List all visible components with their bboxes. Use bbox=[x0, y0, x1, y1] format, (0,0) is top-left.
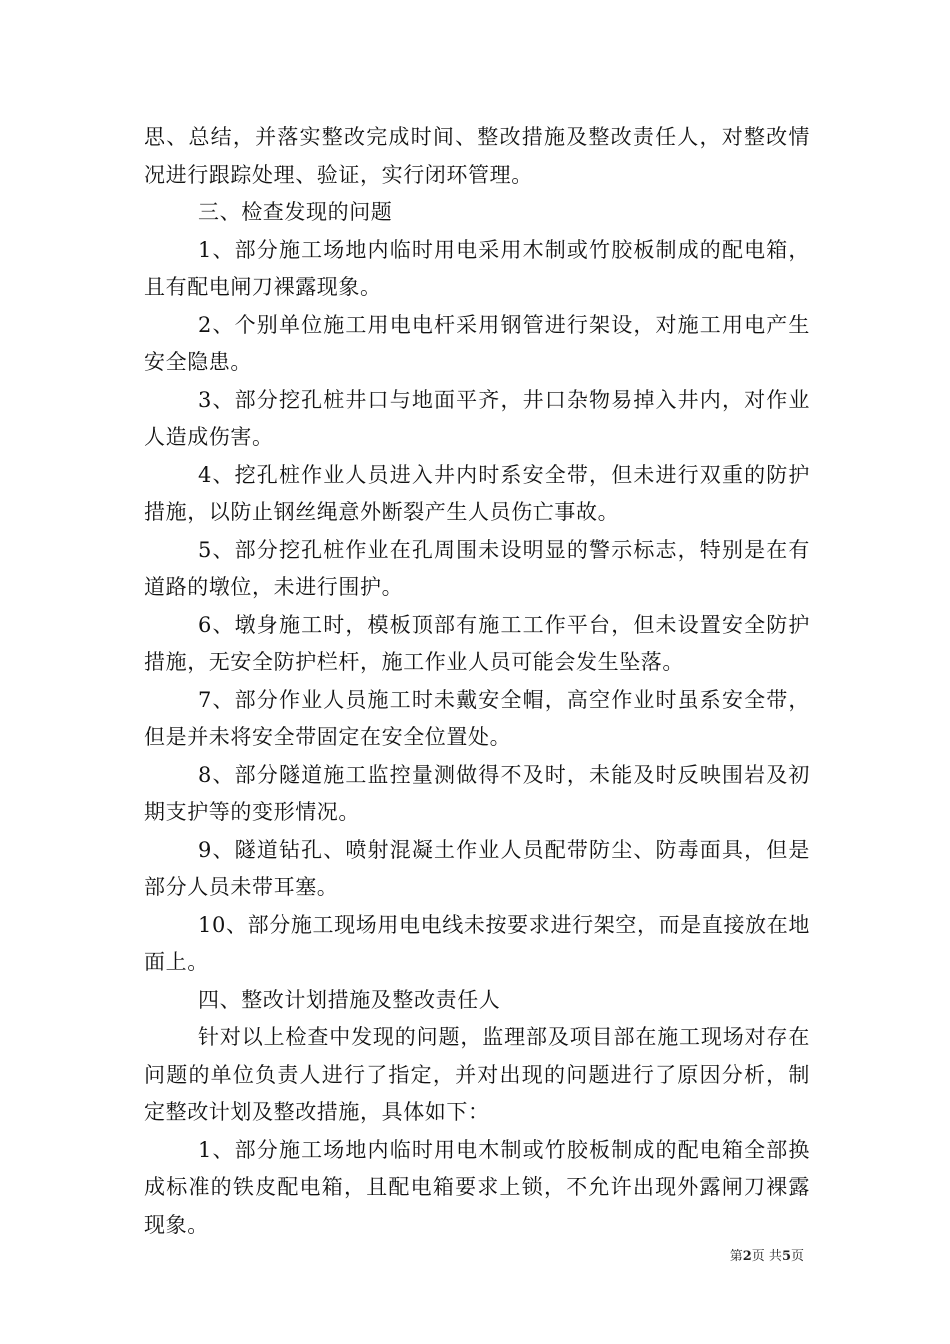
paragraph: 思、总结，并落实整改完成时间、整改措施及整改责任人，对整改情况进行跟踪处理、验证，实行闭环管理。 bbox=[144, 125, 810, 187]
paragraph: 三、检查发现的问题 bbox=[198, 200, 393, 224]
paragraph: 1、部分施工场地内临时用电木制或竹胶板制成的配电箱全部换成标准的铁皮配电箱，且配电箱要求上锁，不允许出现外露闸刀裸露现象。 bbox=[144, 1137, 810, 1237]
paragraph: 四、整改计划措施及整改责任人 bbox=[198, 987, 501, 1012]
paragraph: 6、墩身施工时，模板顶部有施工工作平台，但未设置安全防护措施，无安全防护栏杆，施工作业人员可能会发生坠落。 bbox=[144, 612, 810, 674]
paragraph: 5、部分挖孔桩作业在孔周围未设明显的警示标志，特别是在有道路的墩位，未进行围护。 bbox=[144, 537, 810, 599]
footer-suffix: 页 bbox=[790, 1249, 804, 1264]
paragraph: 1、部分施工场地内临时用电采用木制或竹胶板制成的配电箱，且有配电闸刀裸露现象。 bbox=[144, 237, 810, 299]
current-page-number: 2 bbox=[742, 1249, 752, 1264]
page-footer bbox=[730, 1248, 804, 1266]
paragraph: 针对以上检查中发现的问题，监理部及项目部在施工现场对存在问题的单位负责人进行了指定，并对出现的问题进行了原因分析，制定整改计划及整改措施，具体如下： bbox=[144, 1025, 810, 1124]
paragraph: 4、挖孔桩作业人员进入井内时系安全带，但未进行双重的防护措施，以防止钢丝绳意外断裂产生人员伤亡事故。 bbox=[144, 462, 810, 524]
paragraph: 2、个别单位施工用电电杆采用钢管进行架设，对施工用电产生安全隐患。 bbox=[144, 312, 810, 374]
paragraph: 7、部分作业人员施工时未戴安全帽，高空作业时虽系安全带，但是并未将安全带固定在安全位置处。 bbox=[144, 687, 810, 749]
footer-prefix: 第 bbox=[729, 1249, 743, 1264]
total-page-number: 5 bbox=[781, 1249, 791, 1264]
paragraph: 3、部分挖孔桩井口与地面平齐，井口杂物易掉入井内，对作业人造成伤害。 bbox=[144, 387, 810, 449]
paragraph: 9、隧道钻孔、喷射混凝土作业人员配带防尘、防毒面具，但是部分人员未带耳塞。 bbox=[144, 837, 810, 899]
paragraph: 10、部分施工现场用电电线未按要求进行架空，而是直接放在地面上。 bbox=[144, 912, 810, 974]
document-body bbox=[144, 119, 810, 1244]
footer-middle: 页 共 bbox=[751, 1249, 782, 1264]
paragraph: 8、部分隧道施工监控量测做得不及时，未能及时反映围岩及初期支护等的变形情况。 bbox=[144, 762, 810, 824]
